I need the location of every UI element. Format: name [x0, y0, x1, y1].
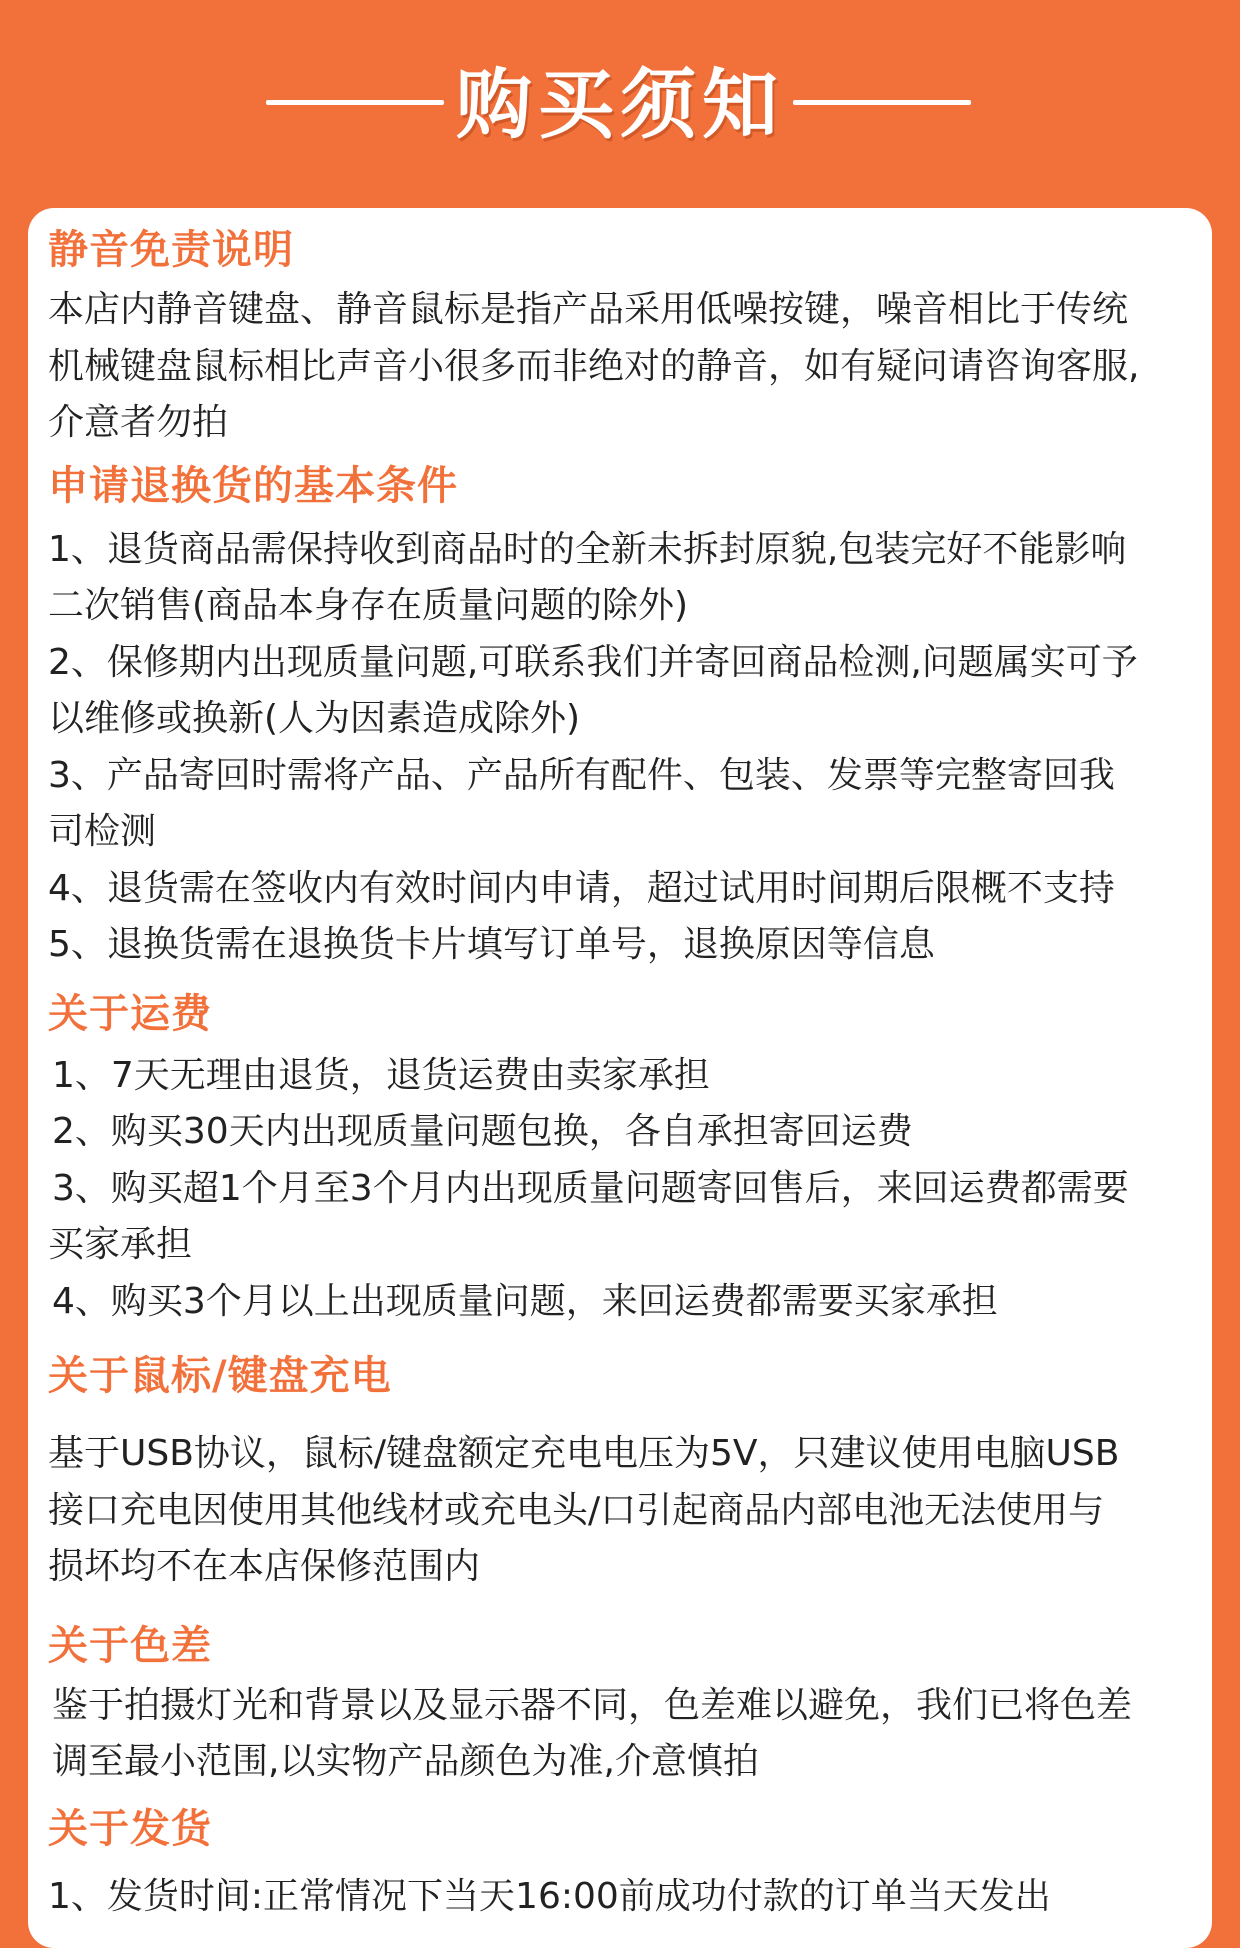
page-header	[0, 0, 1240, 205]
list-item-line: 5、退换货需在退换货卡片填写订单号，退换原因等信息	[48, 924, 935, 965]
section-color-difference	[48, 1618, 1212, 1791]
header-divider-right	[793, 100, 971, 105]
list-item-line: 1、退货商品需保持收到商品时的全新未拆封原貌,包装完好不能影响	[48, 528, 1127, 570]
paragraph-line: 损坏均不在本店保修范围内	[48, 1546, 481, 1587]
section-title: 关于色差	[48, 1622, 212, 1669]
section-title: 申请退换货的基本条件	[48, 462, 458, 509]
section-shipping-fee	[48, 986, 1212, 1331]
paragraph-line: 鉴于拍摄灯光和背景以及显示器不同，色差难以避免，我们已将色差	[52, 1684, 1133, 1726]
list-item-line: 买家承担	[48, 1224, 193, 1265]
list-item-line: 2、保修期内出现质量问题,可联系我们并寄回商品检测,问题属实可予	[48, 641, 1138, 683]
list-item-line: 二次销售(商品本身存在质量问题的除外)	[48, 585, 689, 626]
list-item-line: 以维修或换新(人为因素造成除外)	[48, 698, 581, 739]
list-item-line: 3、产品寄回时需将产品、产品所有配件、包装、发票等完整寄回我	[48, 754, 1115, 796]
paragraph-line: 本店内静音键盘、静音鼠标是指产品采用低噪按键，噪音相比于传统	[48, 289, 1129, 330]
section-title: 关于运费	[48, 990, 212, 1037]
notice-content	[48, 222, 1212, 1925]
list-item-line: 4、购买3个月以上出现质量问题，来回运费都需要买家承担	[52, 1280, 998, 1322]
list-item-line: 4、退货需在签收内有效时间内申请，超过试用时间期后限概不支持	[48, 867, 1115, 909]
list-item-line: 3、购买超1个月至3个月内出现质量问题寄回售后，来回运费都需要	[52, 1167, 1129, 1209]
paragraph-line: 介意者勿拍	[48, 402, 229, 443]
section-title: 关于鼠标/键盘充电	[48, 1353, 392, 1399]
section-charging	[48, 1348, 1212, 1596]
list-item-line: 司检测	[48, 811, 157, 852]
paragraph-line: 基于USB协议，鼠标/键盘额定充电电压为5V，只建议使用电脑USB	[48, 1433, 1120, 1474]
header-divider-left	[266, 100, 444, 105]
section-delivery	[48, 1801, 1212, 1926]
paragraph-line: 接口充电因使用其他线材或充电头/口引起商品内部电池无法使用与	[48, 1489, 1105, 1531]
section-return-conditions	[48, 458, 1212, 974]
section-title: 关于发货	[48, 1805, 212, 1852]
list-item-line: 1、7天无理由退货，退货运费由卖家承担	[52, 1054, 710, 1096]
list-item-line: 1、发货时间:正常情况下当天16:00前成功付款的订单当天发出	[48, 1875, 1051, 1917]
paragraph-line: 机械键盘鼠标相比声音小很多而非绝对的静音，如有疑问请咨询客服,	[48, 345, 1140, 387]
notice-card	[28, 208, 1212, 1948]
list-item-line: 2、购买30天内出现质量问题包换，各自承担寄回运费	[52, 1111, 913, 1152]
page-title: 购买须知	[456, 60, 784, 149]
paragraph-line: 调至最小范围,以实物产品颜色为准,介意慎拍	[52, 1741, 759, 1782]
section-title: 静音免责说明	[48, 227, 294, 273]
section-silent-disclaimer	[48, 222, 1212, 452]
